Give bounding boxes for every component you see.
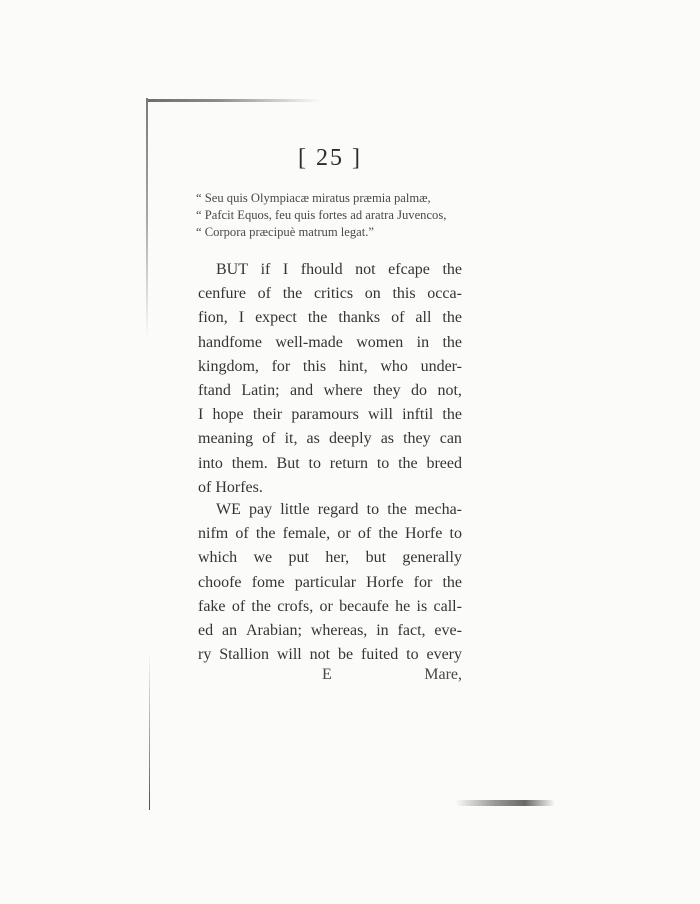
word: thanks: [338, 309, 381, 327]
text-line: [198, 403, 462, 427]
word: to: [376, 454, 390, 472]
text-line: [198, 546, 462, 570]
catchword: Mare,: [424, 666, 462, 683]
word: meaning: [198, 430, 254, 448]
word: hint,: [338, 357, 368, 375]
word: under-: [420, 357, 462, 375]
word: the: [442, 573, 462, 591]
word: every: [426, 646, 462, 664]
word: this: [392, 285, 416, 303]
word: as: [380, 430, 395, 448]
word: the: [442, 406, 462, 424]
word: they: [373, 381, 401, 399]
word: I: [198, 406, 204, 424]
word: kingdom,: [198, 357, 259, 375]
word: return: [329, 454, 368, 472]
text-line: [198, 498, 462, 522]
word: not,: [437, 381, 462, 399]
word: I: [282, 261, 289, 278]
word: all: [415, 309, 432, 327]
quote-line: “ Corpora præcipuè matrum legat.”: [196, 225, 374, 239]
word: to: [308, 454, 321, 472]
word: be: [337, 646, 354, 664]
word: as: [306, 430, 320, 448]
word: an: [222, 621, 238, 639]
word: in: [376, 621, 389, 639]
word: fact,: [397, 621, 426, 639]
word: whereas,: [310, 621, 368, 639]
word: for: [271, 357, 291, 375]
word: fion,: [198, 309, 228, 327]
word: and: [289, 381, 314, 399]
text-line: [198, 331, 462, 355]
word: WE: [216, 501, 241, 518]
word: ry: [198, 646, 212, 664]
word: for: [413, 573, 433, 591]
scan-edge-left-lower: [149, 650, 150, 810]
word: in: [416, 333, 430, 351]
word: of: [235, 525, 249, 543]
word: to: [449, 525, 462, 543]
word: of: [262, 430, 276, 448]
text-line: [198, 571, 462, 595]
word: into: [198, 454, 223, 472]
paragraph-1: [198, 258, 462, 500]
word: the: [442, 261, 462, 278]
word: this: [302, 357, 327, 375]
word: is: [416, 597, 428, 615]
word: the: [255, 525, 276, 543]
word: the: [442, 309, 462, 327]
quote-line: “ Seu quis Olympiacæ miratus præmia palmæ,: [196, 191, 431, 205]
word: particular: [294, 573, 357, 591]
word: expect: [255, 309, 297, 327]
word: they: [403, 430, 431, 448]
word: Horfe: [366, 573, 404, 591]
word: or: [319, 597, 333, 615]
word: crofs,: [277, 597, 314, 615]
word: generally: [402, 549, 462, 567]
text-line: [198, 379, 462, 403]
word: the: [307, 309, 328, 327]
scan-edge-left: [146, 98, 148, 338]
text-line: [198, 619, 462, 643]
word: of: [357, 525, 372, 543]
word: critics: [313, 285, 354, 303]
word: the: [387, 501, 407, 518]
word: occa-: [427, 285, 462, 303]
text-line: [198, 522, 462, 546]
scan-edge-bottom: [455, 800, 555, 806]
text-line: [198, 306, 462, 330]
page-number: [ 25 ]: [298, 145, 362, 171]
quote-line: “ Pafcit Equos, feu quis fortes ad aratra Juvencos,: [196, 208, 447, 222]
word: handfome: [198, 333, 262, 351]
word: their: [252, 406, 283, 424]
word: of: [257, 285, 271, 303]
word: not: [355, 261, 376, 278]
word: put: [288, 549, 309, 567]
word: I: [238, 309, 245, 327]
text-line: [198, 427, 462, 451]
word: which: [198, 549, 238, 567]
word: if: [260, 261, 271, 278]
word: it,: [284, 430, 298, 448]
word: but: [365, 549, 387, 567]
word: well-made: [275, 333, 343, 351]
word: fome: [251, 573, 285, 591]
text-line: [198, 258, 462, 282]
word: to: [366, 501, 380, 518]
word: will: [276, 646, 302, 664]
text-line: of Horfes.: [198, 478, 263, 496]
word: we: [253, 549, 273, 567]
text-line: [198, 452, 462, 476]
word: little: [280, 501, 310, 518]
word: fuited: [360, 646, 399, 664]
word: women: [356, 333, 404, 351]
word: nifm: [198, 525, 229, 543]
word: Latin;: [241, 381, 280, 399]
word: the: [378, 525, 398, 543]
word: Horfe: [405, 525, 443, 543]
word: fake: [198, 597, 226, 615]
word: BUT: [216, 261, 248, 278]
word: the: [251, 597, 271, 615]
word: But: [276, 454, 300, 472]
word: them.: [231, 454, 268, 472]
word: her,: [325, 549, 350, 567]
word: he: [395, 597, 411, 615]
word: eve-: [434, 621, 462, 639]
text-line: [198, 595, 462, 619]
word: efcape: [388, 261, 430, 278]
paragraph-2: [198, 498, 462, 667]
text-line: [198, 282, 462, 306]
word: where: [323, 381, 363, 399]
word: do: [411, 381, 428, 399]
word: of: [391, 309, 405, 327]
word: breed: [426, 454, 462, 472]
page-footer: [198, 666, 462, 690]
signature-mark: E: [322, 666, 332, 683]
word: or: [337, 525, 351, 543]
word: can: [439, 430, 462, 448]
word: deeply: [328, 430, 372, 448]
scan-edge-top: [148, 99, 320, 102]
word: of: [231, 597, 246, 615]
word: not: [309, 646, 331, 664]
text-line: [198, 355, 462, 379]
word: cenfure: [198, 285, 246, 303]
word: on: [364, 285, 381, 303]
word: female,: [282, 525, 331, 543]
word: Arabian;: [246, 621, 302, 639]
word: pay: [249, 501, 273, 518]
word: ftand: [198, 381, 231, 399]
word: who: [380, 357, 408, 375]
word: the: [442, 333, 462, 351]
word: the: [398, 454, 418, 472]
text-line: [198, 643, 462, 667]
word: paramours: [291, 406, 359, 424]
word: Stallion: [219, 646, 269, 664]
word: to: [406, 646, 419, 664]
latin-quote: [196, 190, 446, 241]
word: will: [368, 406, 393, 424]
word: inftil: [402, 406, 434, 424]
word: becaufe: [339, 597, 389, 615]
word: the: [282, 285, 303, 303]
word: choofe: [198, 573, 242, 591]
word: hope: [212, 406, 244, 424]
word: regard: [317, 501, 359, 518]
word: call-: [433, 597, 462, 615]
word: ed: [198, 621, 214, 639]
word: mecha-: [414, 501, 462, 518]
word: fhould: [300, 261, 343, 278]
